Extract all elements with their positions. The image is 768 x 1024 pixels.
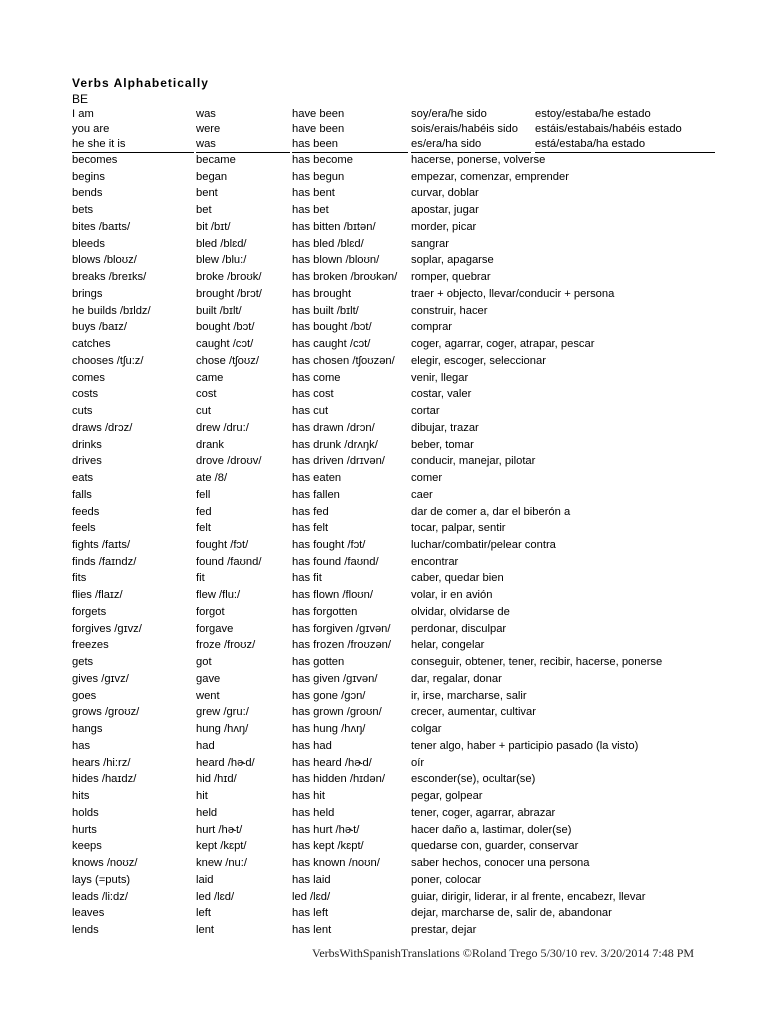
verb-row <box>0 420 768 436</box>
perfect-form: has drawn /drɔn/ <box>292 422 375 434</box>
spanish-translation: esconder(se), ocultar(se) <box>411 773 536 785</box>
present-form: brings <box>72 288 103 300</box>
be-row <box>0 106 768 122</box>
past-form: hung /hʌŋ/ <box>196 723 249 735</box>
perfect-form: led /lɛd/ <box>292 891 331 903</box>
past-form: came <box>196 372 224 384</box>
spanish-translation: cortar <box>411 405 440 417</box>
verb-row <box>0 570 768 586</box>
perfect-form: has hurt /hɚt/ <box>292 824 360 836</box>
present-form: drives <box>72 455 102 467</box>
present-form: he builds /bɪldz/ <box>72 305 151 317</box>
perfect-form: has fit <box>292 572 322 584</box>
present-form: forgives /gɪvz/ <box>72 623 142 635</box>
present-form: bends <box>72 187 103 199</box>
present-form: leads /li:dz/ <box>72 891 128 903</box>
perfect-form: has forgotten <box>292 606 358 618</box>
present-form: falls <box>72 489 92 501</box>
perfect-form: has built /bɪlt/ <box>292 305 359 317</box>
perfect-form: has come <box>292 372 341 384</box>
present-form: knows /noʊz/ <box>72 857 138 869</box>
spanish-translation: crecer, aumentar, cultivar <box>411 706 536 718</box>
spanish-translation: conducir, manejar, pilotar <box>411 455 536 467</box>
spanish-translation: empezar, comenzar, emprender <box>411 171 569 183</box>
perfect-form: has held <box>292 807 335 819</box>
verb-row <box>0 202 768 218</box>
spanish-translation: perdonar, disculpar <box>411 623 507 635</box>
past-form: ate /8/ <box>196 472 228 484</box>
verb-row <box>0 453 768 469</box>
perfect-form: has kept /kɛpt/ <box>292 840 364 852</box>
past-form: fit <box>196 572 205 584</box>
verb-row <box>0 169 768 185</box>
verb-row <box>0 370 768 386</box>
perfect-form: has hung /hʌŋ/ <box>292 723 366 735</box>
present-form: chooses /tʃu:z/ <box>72 355 144 367</box>
past-form: bit /bɪt/ <box>196 221 231 233</box>
spanish-translation: sangrar <box>411 238 449 250</box>
spanish-translation: conseguir, obtener, tener, recibir, hacerse, ponerse <box>411 656 663 668</box>
perfect-form: has hit <box>292 790 325 802</box>
be-row <box>0 121 768 137</box>
verb-row <box>0 319 768 335</box>
perfect-form: has found /faʊnd/ <box>292 556 379 568</box>
perfect-form: has drunk /drʌŋk/ <box>292 439 378 451</box>
spanish-translation: saber hechos, conocer una persona <box>411 857 590 869</box>
spanish-translation: oír <box>411 757 425 769</box>
spanish-translation: colgar <box>411 723 442 735</box>
present-form: feeds <box>72 506 100 518</box>
past-form: broke /broʊk/ <box>196 271 262 283</box>
spanish-translation: ir, irse, marcharse, salir <box>411 690 527 702</box>
perfect-form: has had <box>292 740 332 752</box>
perfect-form: has blown /bloʊn/ <box>292 254 380 266</box>
verb-row <box>0 872 768 888</box>
spanish-translation: dar, regalar, donar <box>411 673 502 685</box>
verb-row <box>0 219 768 235</box>
verb-row <box>0 721 768 737</box>
present-form: flies /flaɪz/ <box>72 589 123 601</box>
spanish-translation-estar: estoy/estaba/he estado <box>535 108 651 120</box>
past-form: began <box>196 171 228 183</box>
subject-form: he she it is <box>72 136 194 153</box>
verb-row <box>0 252 768 268</box>
present-form: fights /faɪts/ <box>72 539 131 551</box>
perfect-form: has brought <box>292 288 352 300</box>
past-form: bought /bɔt/ <box>196 321 255 333</box>
perfect-form: has been <box>292 136 408 153</box>
verb-row <box>0 303 768 319</box>
verb-row <box>0 637 768 653</box>
spanish-translation-ser: soy/era/he sido <box>411 108 487 120</box>
spanish-translation: olvidar, olvidarse de <box>411 606 510 618</box>
present-form: goes <box>72 690 97 702</box>
verb-row <box>0 671 768 687</box>
past-form: was <box>196 136 290 153</box>
spanish-translation-estar: estáis/estabais/habéis estado <box>535 123 682 135</box>
perfect-form: has bled /blɛd/ <box>292 238 364 250</box>
past-form: had <box>196 740 215 752</box>
past-form: drew /dru:/ <box>196 422 249 434</box>
perfect-form: has eaten <box>292 472 342 484</box>
verb-row <box>0 688 768 704</box>
verb-row <box>0 336 768 352</box>
spanish-translation: hacerse, ponerse, volverse <box>411 154 546 166</box>
spanish-translation-ser: sois/erais/habéis sido <box>411 123 518 135</box>
present-form: bleeds <box>72 238 105 250</box>
spanish-translation: romper, quebrar <box>411 271 491 283</box>
verb-row <box>0 269 768 285</box>
present-form: keeps <box>72 840 102 852</box>
verb-row <box>0 470 768 486</box>
verb-row <box>0 537 768 553</box>
past-form: fed <box>196 506 212 518</box>
present-form: hurts <box>72 824 97 836</box>
past-form: left <box>196 907 211 919</box>
spanish-translation: caer <box>411 489 433 501</box>
past-form: hid /hɪd/ <box>196 773 237 785</box>
subject-form: I am <box>72 108 94 120</box>
present-form: draws /drɔz/ <box>72 422 133 434</box>
spanish-translation: tocar, palpar, sentir <box>411 522 506 534</box>
verb-row <box>0 353 768 369</box>
past-form: lent <box>196 924 215 936</box>
perfect-form: has grown /groʊn/ <box>292 706 382 718</box>
present-form: leaves <box>72 907 105 919</box>
spanish-translation: apostar, jugar <box>411 204 479 216</box>
verb-row <box>0 520 768 536</box>
perfect-form: have been <box>292 108 345 120</box>
spanish-translation: beber, tomar <box>411 439 474 451</box>
past-form: led /lɛd/ <box>196 891 235 903</box>
perfect-form: has bought /bɔt/ <box>292 321 372 333</box>
past-form: froze /froʊz/ <box>196 639 256 651</box>
perfect-form: has left <box>292 907 329 919</box>
past-form: forgave <box>196 623 234 635</box>
present-form: hides /haɪdz/ <box>72 773 137 785</box>
past-form: were <box>196 123 221 135</box>
past-form: gave <box>196 673 221 685</box>
spanish-translation: costar, valer <box>411 388 472 400</box>
spanish-translation: hacer daño a, lastimar, doler(se) <box>411 824 572 836</box>
spanish-translation: tener, coger, agarrar, abrazar <box>411 807 556 819</box>
past-form: heard /hɚd/ <box>196 757 255 769</box>
verb-row <box>0 805 768 821</box>
perfect-form: has hidden /hɪdən/ <box>292 773 385 785</box>
verb-row <box>0 403 768 419</box>
verb-row <box>0 788 768 804</box>
perfect-form: has felt <box>292 522 329 534</box>
verb-row <box>0 554 768 570</box>
past-form: laid <box>196 874 214 886</box>
present-form: blows /bloʊz/ <box>72 254 137 266</box>
spanish-translation: venir, llegar <box>411 372 469 384</box>
present-form: costs <box>72 388 99 400</box>
perfect-form: has known /noʊn/ <box>292 857 380 869</box>
present-form: lends <box>72 924 99 936</box>
spanish-translation: guiar, dirigir, liderar, ir al frente, encabezr, llevar <box>411 891 646 903</box>
verb-row <box>0 286 768 302</box>
past-form: found /faʊnd/ <box>196 556 262 568</box>
past-form: brought /brɔt/ <box>196 288 262 300</box>
present-form: forgets <box>72 606 107 618</box>
past-form: cost <box>196 388 217 400</box>
subject-form: you are <box>72 123 110 135</box>
spanish-translation: prestar, dejar <box>411 924 477 936</box>
spanish-translation: luchar/combatir/pelear contra <box>411 539 556 551</box>
verb-row <box>0 855 768 871</box>
verb-row <box>0 822 768 838</box>
verb-row <box>0 905 768 921</box>
present-form: catches <box>72 338 111 350</box>
be-row <box>0 136 768 152</box>
spanish-translation: comer <box>411 472 443 484</box>
past-form: forgot <box>196 606 225 618</box>
spanish-translation: tener algo, haber + participio pasado (la visto) <box>411 740 639 752</box>
verb-row <box>0 889 768 905</box>
past-form: caught /cɔt/ <box>196 338 254 350</box>
perfect-form: has laid <box>292 874 331 886</box>
past-form: bled /blɛd/ <box>196 238 247 250</box>
spanish-translation-estar: está/estaba/ha estado <box>535 136 715 153</box>
perfect-form: has become <box>292 154 353 166</box>
present-form: drinks <box>72 439 102 451</box>
present-form: hits <box>72 790 90 802</box>
past-form: grew /gru:/ <box>196 706 249 718</box>
present-form: breaks /breɪks/ <box>72 271 147 283</box>
present-form: bites /baɪts/ <box>72 221 131 233</box>
past-form: kept /kɛpt/ <box>196 840 247 852</box>
page-footer: VerbsWithSpanishTranslations ©Roland Trego 5/30/10 rev. 3/20/2014 7:48 PM <box>312 946 695 960</box>
verb-row <box>0 704 768 720</box>
past-form: drove /droʊv/ <box>196 455 262 467</box>
verb-row <box>0 437 768 453</box>
perfect-form: has heard /hɚd/ <box>292 757 372 769</box>
spanish-translation: caber, quedar bien <box>411 572 504 584</box>
spanish-translation: dar de comer a, dar el biberón a <box>411 506 571 518</box>
past-form: got <box>196 656 212 668</box>
spanish-translation: traer + objecto, llevar/conducir + persona <box>411 288 615 300</box>
past-form: cut <box>196 405 211 417</box>
past-form: held <box>196 807 218 819</box>
verb-row <box>0 587 768 603</box>
present-form: gets <box>72 656 94 668</box>
perfect-form: has frozen /froʊzən/ <box>292 639 392 651</box>
perfect-form: has begun <box>292 171 345 183</box>
verb-row <box>0 838 768 854</box>
be-label: BE <box>72 92 89 106</box>
past-form: built /bɪlt/ <box>196 305 242 317</box>
verb-row <box>0 504 768 520</box>
present-form: holds <box>72 807 99 819</box>
spanish-translation: pegar, golpear <box>411 790 483 802</box>
past-form: bet <box>196 204 212 216</box>
present-form: gives /gɪvz/ <box>72 673 129 685</box>
verb-row <box>0 922 768 938</box>
perfect-form: has broken /broʊkən/ <box>292 271 398 283</box>
perfect-form: has bent <box>292 187 335 199</box>
spanish-translation-ser: es/era/ha sido <box>411 136 531 153</box>
spanish-translation: poner, colocar <box>411 874 482 886</box>
present-form: freezes <box>72 639 109 651</box>
verb-row <box>0 386 768 402</box>
spanish-translation: helar, congelar <box>411 639 485 651</box>
past-form: fought /fɔt/ <box>196 539 249 551</box>
past-form: blew /blu:/ <box>196 254 247 266</box>
past-form: hurt /hɚt/ <box>196 824 243 836</box>
perfect-form: has driven /drɪvən/ <box>292 455 385 467</box>
past-form: fell <box>196 489 211 501</box>
perfect-form: has caught /cɔt/ <box>292 338 371 350</box>
present-form: fits <box>72 572 87 584</box>
present-form: becomes <box>72 154 118 166</box>
perfect-form: has fallen <box>292 489 340 501</box>
verb-row <box>0 738 768 754</box>
past-form: flew /flu:/ <box>196 589 241 601</box>
perfect-form: has bitten /bɪtən/ <box>292 221 376 233</box>
present-form: lays (=puts) <box>72 874 131 886</box>
present-form: buys /baɪz/ <box>72 321 127 333</box>
present-form: grows /groʊz/ <box>72 706 140 718</box>
spanish-translation: comprar <box>411 321 453 333</box>
spanish-translation: volar, ir en avión <box>411 589 493 601</box>
spanish-translation: soplar, apagarse <box>411 254 494 266</box>
verb-row <box>0 755 768 771</box>
present-form: cuts <box>72 405 93 417</box>
verb-row <box>0 621 768 637</box>
perfect-form: has forgiven /gɪvən/ <box>292 623 391 635</box>
spanish-translation: morder, picar <box>411 221 477 233</box>
present-form: feels <box>72 522 96 534</box>
perfect-form: has cost <box>292 388 334 400</box>
perfect-form: has fought /fɔt/ <box>292 539 366 551</box>
spanish-translation: construir, hacer <box>411 305 488 317</box>
present-form: hears /hi:rz/ <box>72 757 131 769</box>
present-form: finds /faɪndz/ <box>72 556 137 568</box>
spanish-translation: coger, agarrar, coger, atrapar, pescar <box>411 338 595 350</box>
verb-row <box>0 771 768 787</box>
spanish-translation: encontrar <box>411 556 459 568</box>
perfect-form: has cut <box>292 405 329 417</box>
perfect-form: has given /gɪvən/ <box>292 673 378 685</box>
past-form: knew /nu:/ <box>196 857 247 869</box>
past-form: became <box>196 154 236 166</box>
perfect-form: has fed <box>292 506 329 518</box>
page-heading: Verbs Alphabetically <box>72 76 209 90</box>
present-form: has <box>72 740 91 752</box>
verb-row <box>0 152 768 168</box>
perfect-form: has gotten <box>292 656 345 668</box>
verb-row <box>0 654 768 670</box>
perfect-form: have been <box>292 123 345 135</box>
spanish-translation: dejar, marcharse de, salir de, abandonar <box>411 907 612 919</box>
present-form: eats <box>72 472 94 484</box>
perfect-form: has bet <box>292 204 329 216</box>
perfect-form: has flown /floʊn/ <box>292 589 373 601</box>
past-form: bent <box>196 187 218 199</box>
present-form: comes <box>72 372 105 384</box>
spanish-translation: elegir, escoger, seleccionar <box>411 355 546 367</box>
perfect-form: has chosen /tʃoʊzən/ <box>292 355 395 367</box>
past-form: felt <box>196 522 211 534</box>
past-form: went <box>196 690 220 702</box>
present-form: begins <box>72 171 105 183</box>
spanish-translation: curvar, doblar <box>411 187 479 199</box>
perfect-form: has gone /gɔn/ <box>292 690 366 702</box>
verb-row <box>0 604 768 620</box>
spanish-translation: quedarse con, guarder, conservar <box>411 840 579 852</box>
spanish-translation: dibujar, trazar <box>411 422 479 434</box>
verb-row <box>0 185 768 201</box>
past-form: was <box>196 108 216 120</box>
perfect-form: has lent <box>292 924 332 936</box>
present-form: bets <box>72 204 94 216</box>
past-form: chose /tʃoʊz/ <box>196 355 259 367</box>
past-form: hit <box>196 790 208 802</box>
present-form: hangs <box>72 723 103 735</box>
past-form: drank <box>196 439 224 451</box>
verb-row <box>0 487 768 503</box>
verb-row <box>0 236 768 252</box>
